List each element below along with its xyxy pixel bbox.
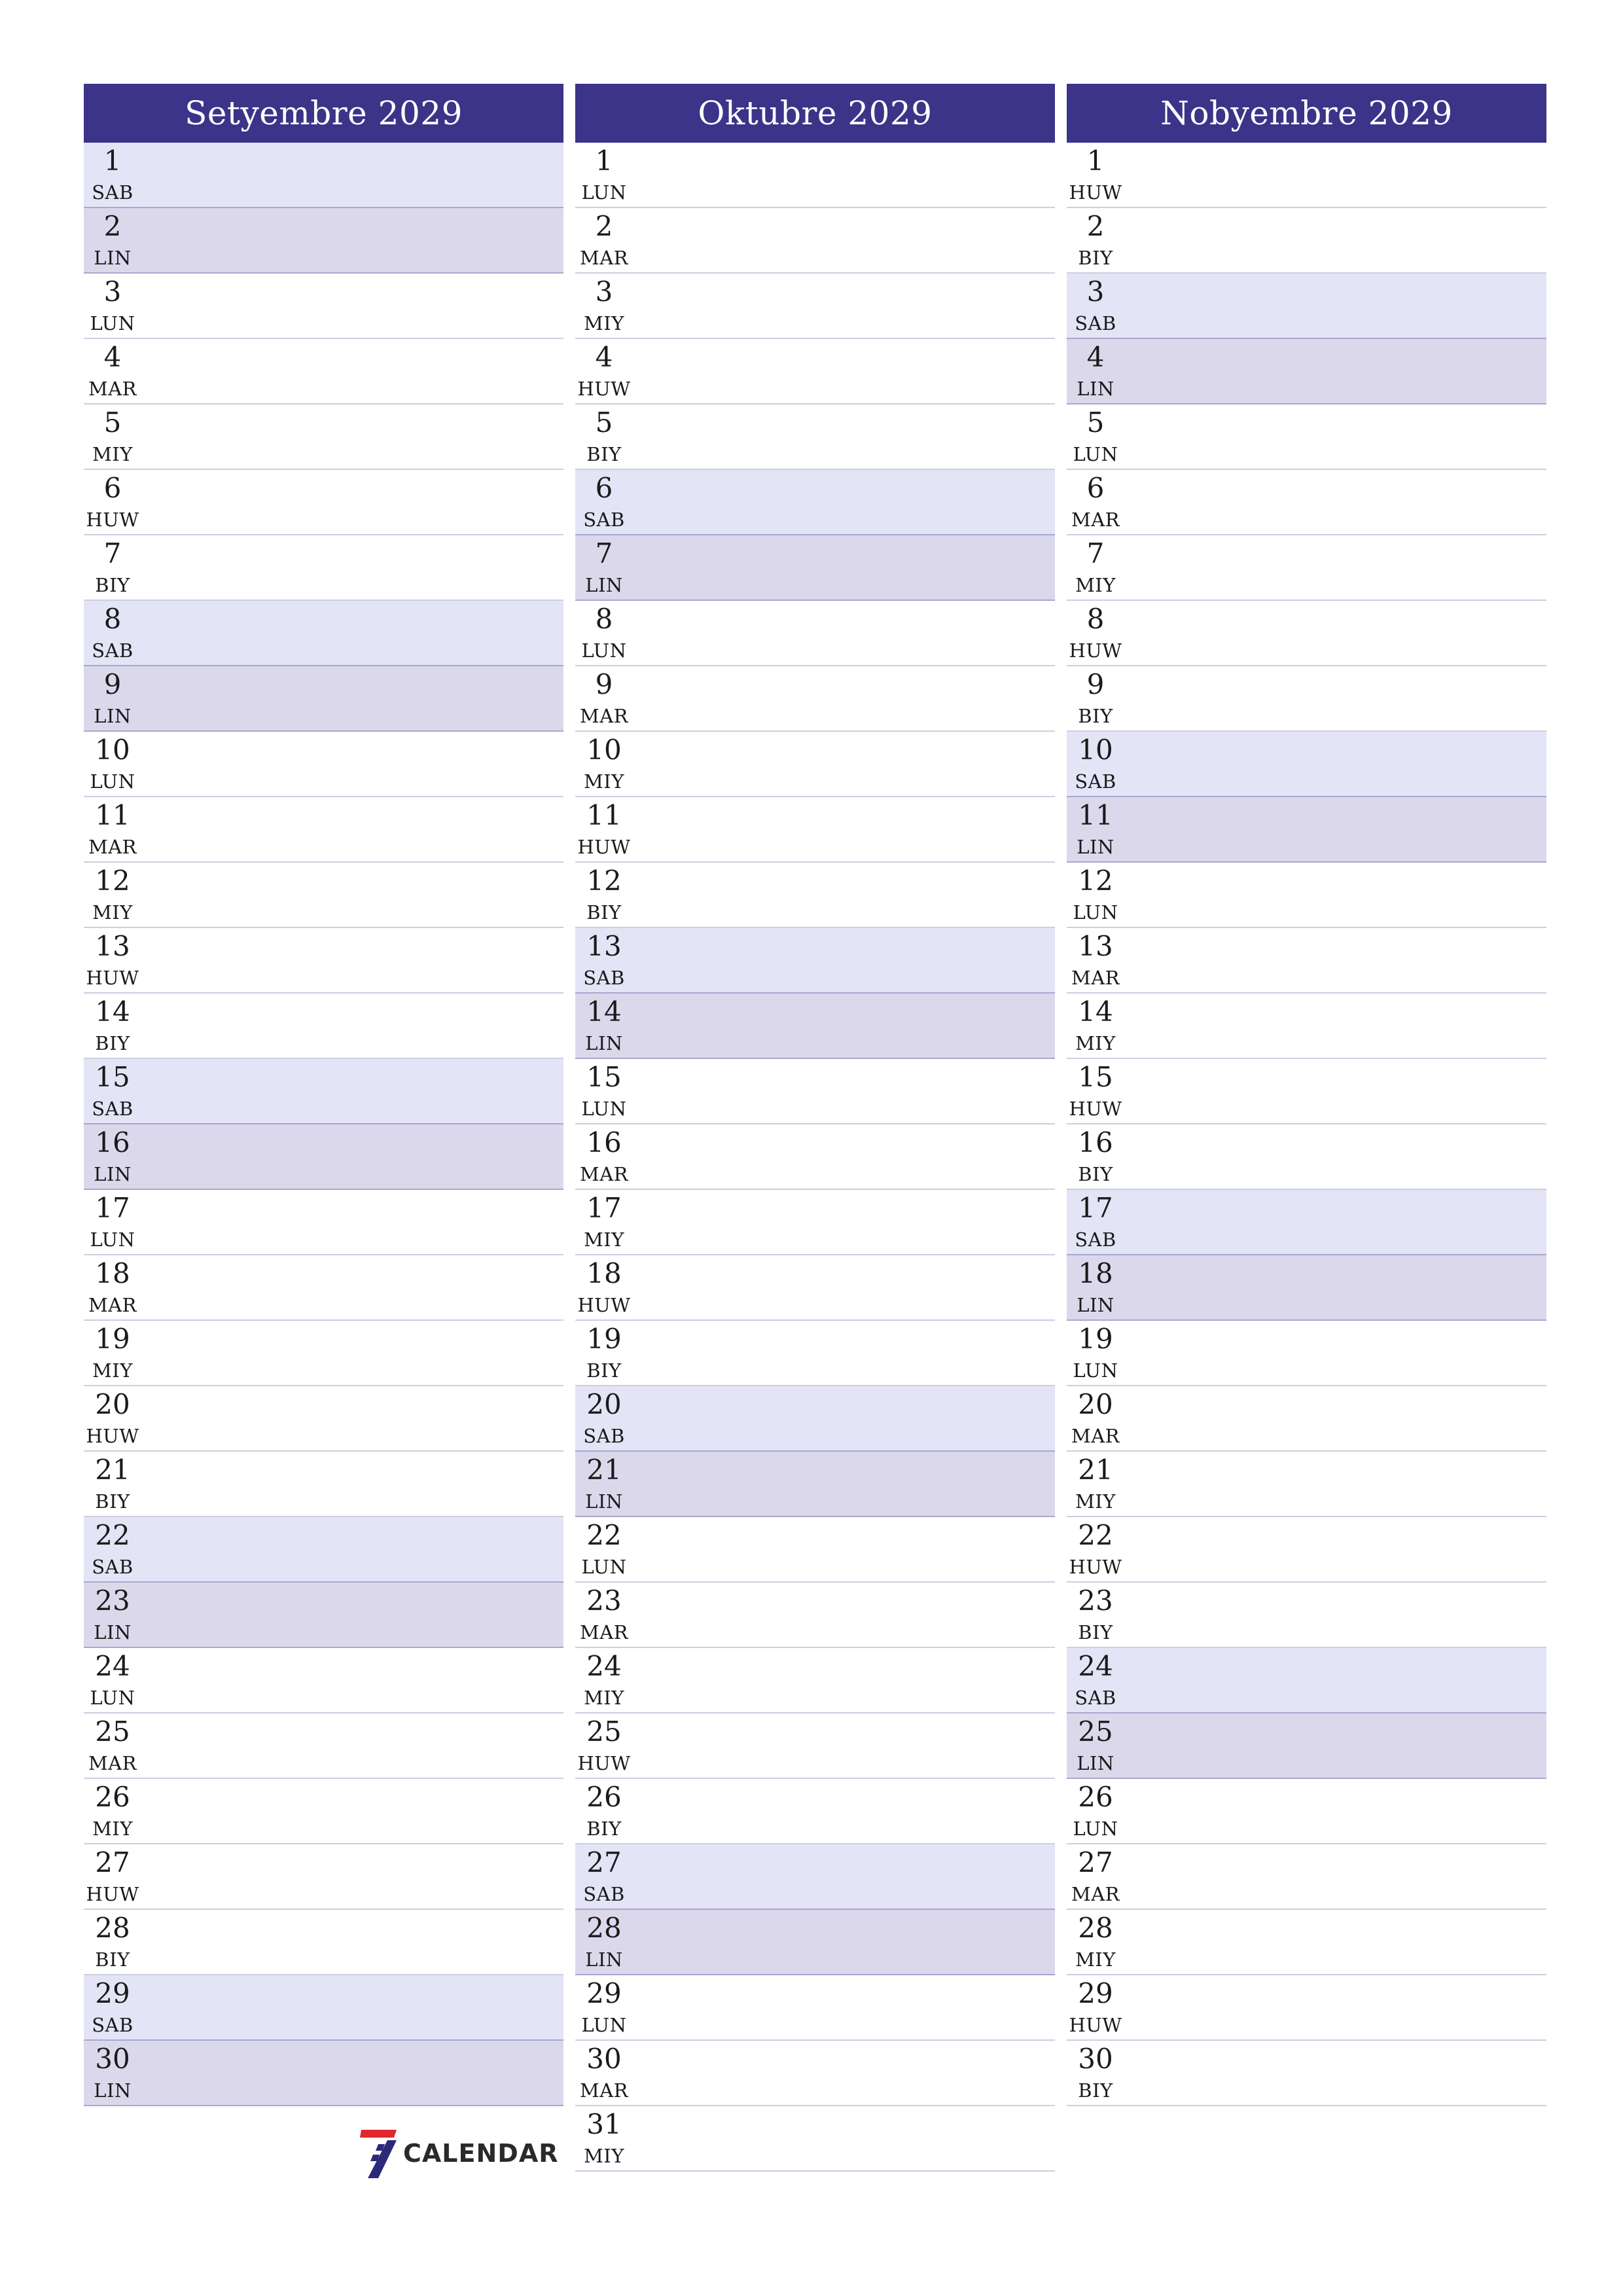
- weekday-label: SAB: [1075, 1229, 1116, 1251]
- day-number: 16: [95, 1126, 130, 1158]
- weekday-label: LIN: [585, 1490, 623, 1513]
- weekday-label: HUW: [86, 509, 139, 531]
- day-row: [84, 1844, 563, 1910]
- weekday-label: BIY: [1078, 247, 1113, 269]
- day-row: [1067, 994, 1546, 1059]
- weekday-label: HUW: [1069, 1098, 1122, 1120]
- day-number: 25: [586, 1715, 622, 1748]
- day-row: [575, 797, 1055, 863]
- weekday-label: LIN: [94, 2079, 132, 2102]
- day-number: 18: [586, 1257, 622, 1289]
- day-number: 30: [1078, 2043, 1113, 2075]
- day-row: [84, 1255, 563, 1321]
- weekday-label: MIY: [1075, 574, 1116, 596]
- day-row: [1067, 535, 1546, 601]
- day-row: [575, 1321, 1055, 1386]
- day-row: [575, 1648, 1055, 1713]
- day-number: 15: [586, 1061, 622, 1093]
- day-row: [1067, 1975, 1546, 2041]
- day-row: [1067, 1452, 1546, 1517]
- day-number: 16: [1078, 1126, 1113, 1158]
- day-row: [575, 1713, 1055, 1779]
- weekday-label: SAB: [583, 509, 625, 531]
- day-row: [1067, 1386, 1546, 1452]
- weekday-label: SAB: [583, 967, 625, 989]
- weekday-label: SAB: [583, 1883, 625, 1905]
- weekday-label: HUW: [577, 1752, 631, 1774]
- day-row: [1067, 601, 1546, 666]
- day-number: 8: [103, 603, 122, 635]
- day-number: 21: [1078, 1454, 1113, 1486]
- day-row: [84, 1583, 563, 1648]
- day-number: 5: [1086, 406, 1105, 439]
- day-number: 27: [586, 1846, 622, 1878]
- weekday-label: MAR: [580, 1621, 628, 1643]
- day-number: 20: [586, 1388, 622, 1420]
- day-row: [1067, 1255, 1546, 1321]
- day-row: [575, 1124, 1055, 1190]
- day-number: 21: [586, 1454, 622, 1486]
- month-column-november: [1067, 84, 1546, 2106]
- weekday-label: LUN: [581, 1098, 627, 1120]
- day-number: 28: [586, 1912, 622, 1944]
- weekday-label: HUW: [1069, 181, 1122, 204]
- day-row: [84, 339, 563, 404]
- weekday-label: SAB: [92, 1556, 134, 1578]
- day-number: 14: [1078, 996, 1113, 1028]
- day-row: [575, 1517, 1055, 1583]
- weekday-label: HUW: [1069, 639, 1122, 662]
- day-row: [575, 2106, 1055, 2172]
- day-number: 27: [95, 1846, 130, 1878]
- day-number: 20: [1078, 1388, 1113, 1420]
- day-number: 4: [103, 341, 122, 373]
- day-row: [84, 274, 563, 339]
- day-number: 24: [1078, 1650, 1113, 1682]
- day-row: [575, 1059, 1055, 1124]
- day-row: [84, 1124, 563, 1190]
- day-number: 4: [1086, 341, 1105, 373]
- day-number: 24: [586, 1650, 622, 1682]
- day-row: [84, 1648, 563, 1713]
- weekday-label: SAB: [92, 2014, 134, 2036]
- day-number: 9: [595, 668, 613, 700]
- day-number: 25: [1078, 1715, 1113, 1748]
- weekday-label: LIN: [1077, 1752, 1115, 1774]
- weekday-label: MIY: [584, 1687, 624, 1709]
- day-number: 17: [95, 1192, 130, 1224]
- weekday-label: MAR: [88, 836, 137, 858]
- weekday-label: LIN: [94, 1621, 132, 1643]
- weekday-label: HUW: [86, 1425, 139, 1447]
- day-number: 13: [95, 930, 130, 962]
- day-row: [575, 994, 1055, 1059]
- day-row: [575, 732, 1055, 797]
- weekday-label: LIN: [94, 705, 132, 727]
- day-row: [575, 274, 1055, 339]
- day-row: [1067, 1321, 1546, 1386]
- day-row: [575, 1452, 1055, 1517]
- day-number: 23: [1078, 1585, 1113, 1617]
- day-number: 12: [1078, 865, 1113, 897]
- day-number: 1: [595, 145, 613, 177]
- weekday-label: MIY: [584, 2145, 624, 2167]
- weekday-label: LIN: [94, 247, 132, 269]
- month-title: Setyembre 2029: [84, 84, 563, 143]
- weekday-label: MIY: [92, 1359, 133, 1382]
- day-row: [1067, 1648, 1546, 1713]
- day-number: 20: [95, 1388, 130, 1420]
- day-number: 2: [595, 210, 613, 242]
- day-row: [1067, 1583, 1546, 1648]
- day-row: [84, 928, 563, 994]
- day-list: [575, 143, 1055, 2172]
- weekday-label: HUW: [577, 836, 631, 858]
- day-number: 11: [586, 799, 622, 831]
- day-row: [84, 1386, 563, 1452]
- day-number: 22: [1078, 1519, 1113, 1551]
- day-number: 14: [586, 996, 622, 1028]
- weekday-label: HUW: [1069, 1556, 1122, 1578]
- day-row: [84, 1321, 563, 1386]
- day-number: 14: [95, 996, 130, 1028]
- weekday-label: LUN: [90, 1229, 135, 1251]
- weekday-label: LUN: [90, 1687, 135, 1709]
- weekday-label: LUN: [1073, 901, 1118, 924]
- day-number: 17: [586, 1192, 622, 1224]
- day-number: 19: [1078, 1323, 1113, 1355]
- weekday-label: BIY: [1078, 1621, 1113, 1643]
- day-number: 31: [586, 2108, 622, 2140]
- day-number: 5: [595, 406, 613, 439]
- day-row: [575, 1910, 1055, 1975]
- weekday-label: BIY: [1078, 705, 1113, 727]
- day-number: 15: [95, 1061, 130, 1093]
- weekday-label: BIY: [1078, 1163, 1113, 1185]
- day-number: 3: [595, 276, 613, 308]
- day-number: 15: [1078, 1061, 1113, 1093]
- day-number: 23: [586, 1585, 622, 1617]
- day-row: [84, 601, 563, 666]
- weekday-label: LUN: [581, 1556, 627, 1578]
- weekday-label: LIN: [585, 1948, 623, 1971]
- day-row: [84, 1975, 563, 2041]
- day-number: 4: [595, 341, 613, 373]
- weekday-label: SAB: [1075, 312, 1116, 334]
- weekday-label: BIY: [95, 1490, 130, 1513]
- weekday-label: HUW: [86, 1883, 139, 1905]
- weekday-label: BIY: [586, 1359, 622, 1382]
- weekday-label: MAR: [88, 1294, 137, 1316]
- day-number: 11: [1078, 799, 1113, 831]
- day-number: 18: [1078, 1257, 1113, 1289]
- day-row: [84, 1517, 563, 1583]
- weekday-label: HUW: [1069, 2014, 1122, 2036]
- day-number: 3: [1086, 276, 1105, 308]
- day-number: 11: [95, 799, 130, 831]
- day-number: 7: [103, 537, 122, 569]
- day-row: [575, 601, 1055, 666]
- day-number: 2: [1086, 210, 1105, 242]
- day-row: [575, 535, 1055, 601]
- weekday-label: LIN: [585, 1032, 623, 1054]
- weekday-label: BIY: [1078, 2079, 1113, 2102]
- day-number: 6: [595, 472, 613, 504]
- weekday-label: MAR: [580, 705, 628, 727]
- weekday-label: BIY: [95, 574, 130, 596]
- weekday-label: MAR: [88, 378, 137, 400]
- weekday-label: MIY: [584, 770, 624, 793]
- day-number: 29: [586, 1977, 622, 2009]
- weekday-label: MAR: [580, 247, 628, 269]
- day-number: 22: [95, 1519, 130, 1551]
- day-row: [575, 1583, 1055, 1648]
- day-row: [1067, 470, 1546, 535]
- day-row: [84, 666, 563, 732]
- weekday-label: LIN: [1077, 836, 1115, 858]
- day-number: 8: [1086, 603, 1105, 635]
- day-number: 5: [103, 406, 122, 439]
- day-row: [84, 1190, 563, 1255]
- weekday-label: HUW: [577, 1294, 631, 1316]
- day-row: [575, 1844, 1055, 1910]
- day-number: 28: [1078, 1912, 1113, 1944]
- day-row: [575, 404, 1055, 470]
- day-row: [1067, 143, 1546, 208]
- day-number: 12: [95, 865, 130, 897]
- weekday-label: MAR: [1071, 1425, 1120, 1447]
- month-column-september: [84, 84, 563, 2106]
- logo-text: CALENDAR: [403, 2139, 559, 2168]
- weekday-label: BIY: [95, 1032, 130, 1054]
- day-row: [1067, 928, 1546, 994]
- weekday-label: LIN: [1077, 1294, 1115, 1316]
- day-row: [84, 1059, 563, 1124]
- weekday-label: MIY: [584, 312, 624, 334]
- day-row: [1067, 732, 1546, 797]
- day-row: [1067, 1190, 1546, 1255]
- day-number: 10: [95, 734, 130, 766]
- weekday-label: MIY: [1075, 1948, 1116, 1971]
- day-row: [575, 1779, 1055, 1844]
- day-row: [575, 470, 1055, 535]
- day-row: [1067, 1779, 1546, 1844]
- weekday-label: BIY: [586, 1818, 622, 1840]
- day-number: 6: [103, 472, 122, 504]
- day-number: 19: [586, 1323, 622, 1355]
- day-row: [1067, 274, 1546, 339]
- day-row: [84, 1713, 563, 1779]
- day-row: [84, 994, 563, 1059]
- weekday-label: SAB: [92, 639, 134, 662]
- weekday-label: MIY: [92, 901, 133, 924]
- day-row: [1067, 666, 1546, 732]
- day-number: 13: [1078, 930, 1113, 962]
- day-row: [1067, 208, 1546, 274]
- day-row: [84, 1779, 563, 1844]
- day-number: 12: [586, 865, 622, 897]
- day-row: [575, 1975, 1055, 2041]
- seven-logo-icon: [359, 2127, 398, 2179]
- weekday-label: MAR: [1071, 967, 1120, 989]
- day-number: 2: [103, 210, 122, 242]
- day-number: 26: [586, 1781, 622, 1813]
- day-number: 29: [95, 1977, 130, 2009]
- day-row: [84, 1910, 563, 1975]
- weekday-label: SAB: [1075, 770, 1116, 793]
- day-row: [575, 339, 1055, 404]
- day-number: 1: [1086, 145, 1105, 177]
- day-row: [575, 2041, 1055, 2106]
- weekday-label: LUN: [90, 312, 135, 334]
- weekday-label: MIY: [92, 1818, 133, 1840]
- weekday-label: MIY: [1075, 1490, 1116, 1513]
- day-number: 30: [586, 2043, 622, 2075]
- day-row: [84, 732, 563, 797]
- day-row: [1067, 1910, 1546, 1975]
- day-number: 26: [95, 1781, 130, 1813]
- weekday-label: LUN: [581, 2014, 627, 2036]
- day-row: [575, 928, 1055, 994]
- day-number: 19: [95, 1323, 130, 1355]
- month-title: Nobyembre 2029: [1067, 84, 1546, 143]
- weekday-label: BIY: [586, 901, 622, 924]
- weekday-label: HUW: [577, 378, 631, 400]
- day-number: 13: [586, 930, 622, 962]
- weekday-label: LUN: [1073, 443, 1118, 465]
- day-row: [84, 143, 563, 208]
- day-number: 1: [103, 145, 122, 177]
- weekday-label: LUN: [1073, 1818, 1118, 1840]
- day-row: [575, 666, 1055, 732]
- day-row: [575, 1190, 1055, 1255]
- weekday-label: LUN: [581, 639, 627, 662]
- day-row: [575, 1386, 1055, 1452]
- day-row: [84, 863, 563, 928]
- brand-logo: [359, 2127, 558, 2179]
- weekday-label: LUN: [1073, 1359, 1118, 1382]
- weekday-label: LIN: [94, 1163, 132, 1185]
- day-row: [84, 208, 563, 274]
- day-number: 24: [95, 1650, 130, 1682]
- day-row: [84, 535, 563, 601]
- day-row: [575, 208, 1055, 274]
- weekday-label: SAB: [92, 181, 134, 204]
- day-number: 25: [95, 1715, 130, 1748]
- day-number: 7: [595, 537, 613, 569]
- weekday-label: LUN: [90, 770, 135, 793]
- day-number: 9: [103, 668, 122, 700]
- weekday-label: SAB: [92, 1098, 134, 1120]
- day-row: [84, 404, 563, 470]
- weekday-label: BIY: [586, 443, 622, 465]
- day-row: [1067, 1517, 1546, 1583]
- day-row: [575, 1255, 1055, 1321]
- day-number: 26: [1078, 1781, 1113, 1813]
- day-row: [1067, 1713, 1546, 1779]
- weekday-label: LIN: [585, 574, 623, 596]
- day-number: 27: [1078, 1846, 1113, 1878]
- day-number: 3: [103, 276, 122, 308]
- day-number: 7: [1086, 537, 1105, 569]
- day-list: [84, 143, 563, 2106]
- day-row: [575, 143, 1055, 208]
- month-title: Oktubre 2029: [575, 84, 1055, 143]
- day-row: [1067, 797, 1546, 863]
- weekday-label: MAR: [88, 1752, 137, 1774]
- weekday-label: SAB: [1075, 1687, 1116, 1709]
- weekday-label: MAR: [580, 1163, 628, 1185]
- day-list: [1067, 143, 1546, 2106]
- day-number: 21: [95, 1454, 130, 1486]
- day-number: 23: [95, 1585, 130, 1617]
- weekday-label: MIY: [584, 1229, 624, 1251]
- day-number: 29: [1078, 1977, 1113, 2009]
- day-row: [1067, 863, 1546, 928]
- day-row: [1067, 404, 1546, 470]
- day-row: [84, 470, 563, 535]
- weekday-label: HUW: [86, 967, 139, 989]
- month-column-october: [575, 84, 1055, 2172]
- day-number: 16: [586, 1126, 622, 1158]
- weekday-label: LIN: [1077, 378, 1115, 400]
- weekday-label: MAR: [1071, 1883, 1120, 1905]
- day-number: 30: [95, 2043, 130, 2075]
- day-number: 8: [595, 603, 613, 635]
- weekday-label: MIY: [1075, 1032, 1116, 1054]
- day-row: [1067, 2041, 1546, 2106]
- day-row: [84, 797, 563, 863]
- day-number: 9: [1086, 668, 1105, 700]
- day-number: 10: [586, 734, 622, 766]
- day-row: [1067, 1124, 1546, 1190]
- day-row: [575, 863, 1055, 928]
- day-number: 6: [1086, 472, 1105, 504]
- weekday-label: BIY: [95, 1948, 130, 1971]
- day-row: [84, 2041, 563, 2106]
- day-row: [1067, 339, 1546, 404]
- day-number: 10: [1078, 734, 1113, 766]
- weekday-label: MIY: [92, 443, 133, 465]
- day-number: 17: [1078, 1192, 1113, 1224]
- weekday-label: MAR: [580, 2079, 628, 2102]
- weekday-label: SAB: [583, 1425, 625, 1447]
- day-row: [1067, 1059, 1546, 1124]
- day-row: [1067, 1844, 1546, 1910]
- day-row: [84, 1452, 563, 1517]
- weekday-label: LUN: [581, 181, 627, 204]
- day-number: 28: [95, 1912, 130, 1944]
- day-number: 22: [586, 1519, 622, 1551]
- day-number: 18: [95, 1257, 130, 1289]
- weekday-label: MAR: [1071, 509, 1120, 531]
